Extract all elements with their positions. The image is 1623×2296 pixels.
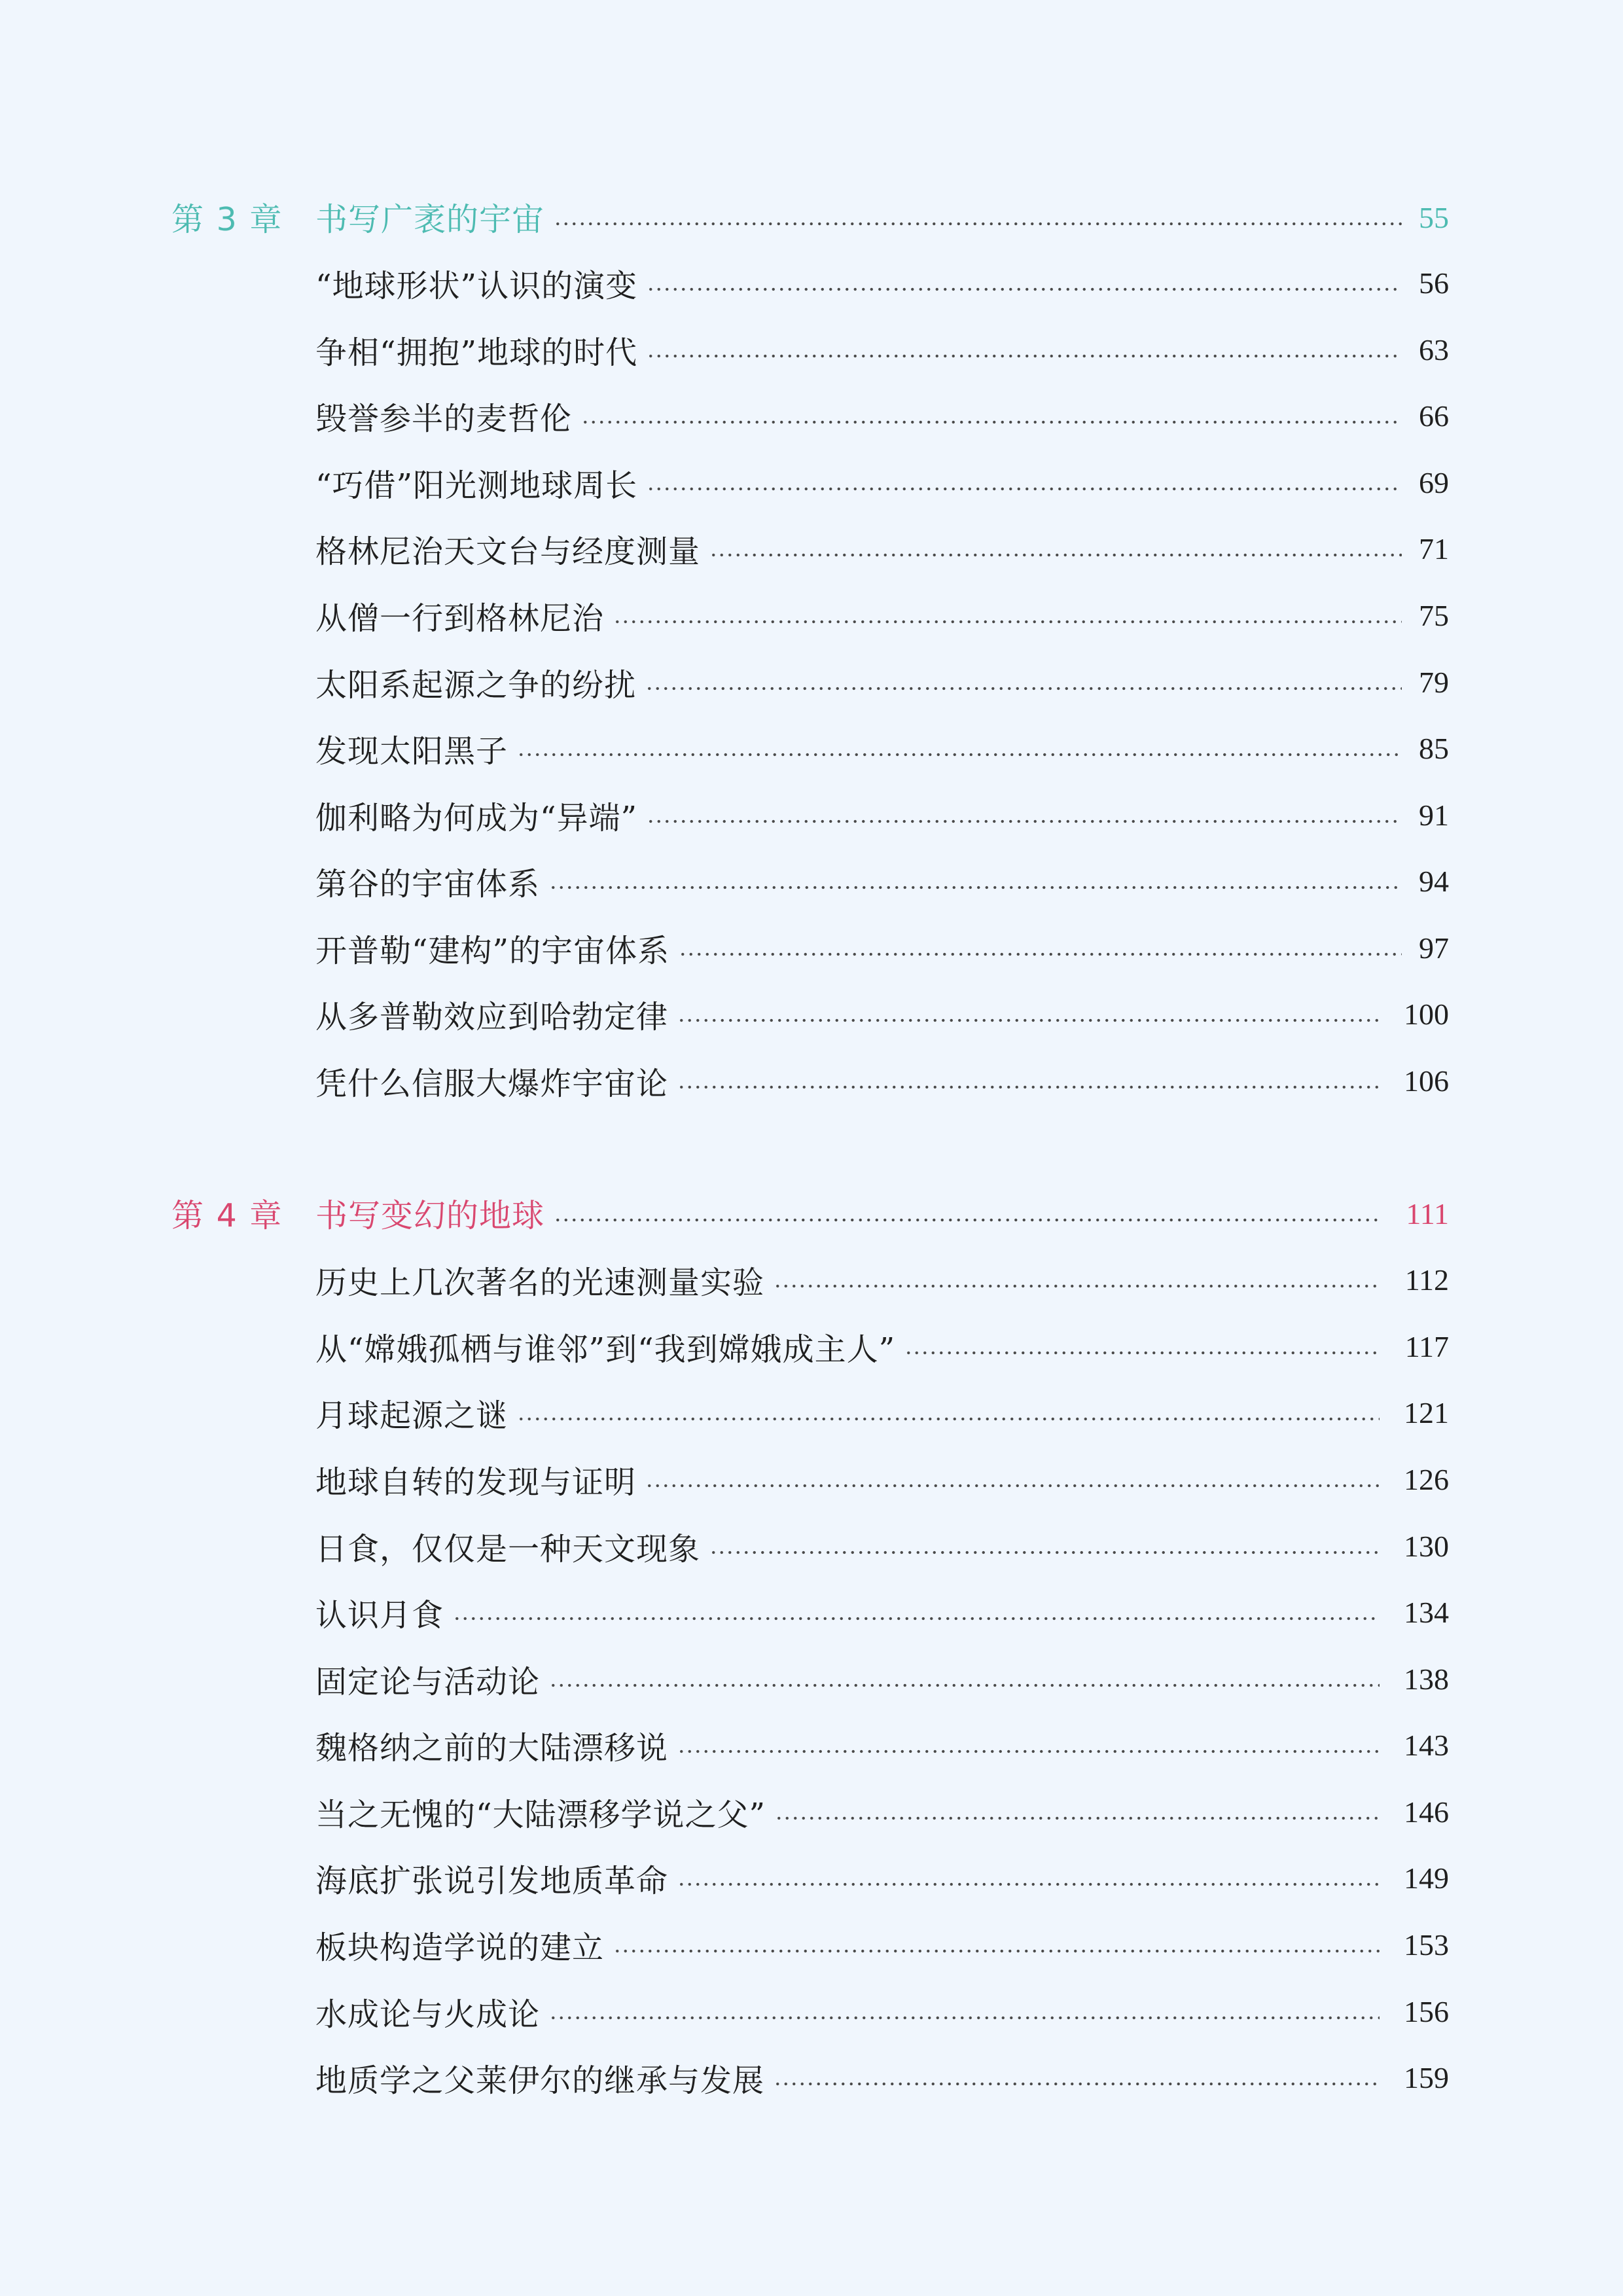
section-title: 板块构造学说的建立 <box>315 1929 605 1966</box>
toc-entry[interactable] <box>0 1320 1623 1372</box>
chapter-4-heading[interactable] <box>0 1187 1623 1240</box>
dot-leader <box>581 420 1402 425</box>
toc-entry[interactable] <box>0 656 1623 708</box>
dot-leader <box>709 552 1402 558</box>
page-number: 100 <box>1404 997 1449 1031</box>
dot-leader <box>517 1416 1380 1422</box>
toc-entry[interactable] <box>0 589 1623 641</box>
section-title: 认识月食 <box>315 1596 444 1634</box>
dot-leader <box>647 819 1402 824</box>
dot-leader <box>774 2081 1380 2087</box>
section-title: 月球起源之谜 <box>315 1397 508 1434</box>
toc-entry[interactable] <box>0 257 1623 309</box>
page-number: 134 <box>1404 1595 1449 1629</box>
toc-entry[interactable] <box>0 389 1623 442</box>
dot-leader <box>645 1483 1380 1488</box>
chapter-title: 书写广袤的宇宙 <box>315 201 545 238</box>
page-number: 63 <box>1419 332 1449 367</box>
page-number: 138 <box>1404 1662 1449 1696</box>
toc-entry[interactable] <box>0 988 1623 1040</box>
chapter-number: 第 3 章 <box>171 201 283 238</box>
dot-leader <box>453 1616 1380 1621</box>
chapter-3-heading[interactable] <box>0 191 1623 243</box>
toc-entry[interactable] <box>0 855 1623 907</box>
page-number: 66 <box>1419 399 1449 433</box>
dot-leader <box>647 486 1402 492</box>
page-number: 149 <box>1404 1861 1449 1895</box>
section-title: 第谷的宇宙体系 <box>315 865 541 903</box>
section-title: 海底扩张说引发地质革命 <box>315 1862 669 1899</box>
toc-entry[interactable] <box>0 1985 1623 2037</box>
section-title: 固定论与活动论 <box>315 1663 541 1700</box>
dot-leader <box>613 1948 1380 1954</box>
section-title: 从僧一行到格林尼治 <box>315 600 605 637</box>
page-number: 121 <box>1404 1395 1449 1429</box>
toc-entry[interactable] <box>0 323 1623 376</box>
dot-leader <box>774 1283 1380 1289</box>
section-title: 发现太阳黑子 <box>315 732 508 770</box>
page-number: 153 <box>1404 1928 1449 1962</box>
section-title: 魏格纳之前的大陆漂移说 <box>315 1729 669 1767</box>
dot-leader <box>709 1550 1380 1555</box>
page-number: 85 <box>1419 731 1449 765</box>
section-title: 地质学之父莱伊尔的继承与发展 <box>315 2062 765 2099</box>
section-title: 地球自转的发现与证明 <box>315 1463 637 1501</box>
page-number: 56 <box>1419 266 1449 300</box>
toc-entry[interactable] <box>0 522 1623 575</box>
section-title: 开普勒“建构”的宇宙体系 <box>315 932 670 969</box>
dot-leader <box>647 287 1402 292</box>
section-title: 当之无愧的“大陆漂移学说之父” <box>315 1796 766 1833</box>
page-number: 94 <box>1419 864 1449 898</box>
dot-leader <box>549 885 1402 890</box>
page-number: 75 <box>1419 598 1449 632</box>
section-title: 太阳系起源之争的纷扰 <box>315 666 637 704</box>
chapter-number: 第 4 章 <box>171 1197 283 1234</box>
page-number: 130 <box>1404 1529 1449 1563</box>
dot-leader <box>647 353 1402 359</box>
dot-leader <box>904 1350 1380 1355</box>
dot-leader <box>677 1882 1380 1887</box>
toc-entry[interactable] <box>0 1520 1623 1572</box>
page-number: 111 <box>1406 1196 1449 1230</box>
page-number: 159 <box>1404 2060 1449 2094</box>
dot-leader <box>554 1217 1380 1223</box>
toc-entry[interactable] <box>0 1719 1623 1771</box>
page-number: 106 <box>1404 1064 1449 1098</box>
dot-leader <box>775 1816 1380 1821</box>
dot-leader <box>677 1018 1380 1023</box>
page-number: 156 <box>1404 1994 1449 2028</box>
toc-entry[interactable] <box>0 1253 1623 1306</box>
section-title: 从多普勒效应到哈勃定律 <box>315 998 669 1035</box>
toc-entry[interactable] <box>0 456 1623 509</box>
toc-entry[interactable] <box>0 1586 1623 1638</box>
dot-leader <box>677 1749 1380 1754</box>
section-title: “巧借”阳光测地球周长 <box>315 467 638 504</box>
section-title: “地球形状”认识的演变 <box>315 267 638 304</box>
page-number: 55 <box>1419 200 1449 234</box>
chapter-title: 书写变幻的地球 <box>315 1197 545 1234</box>
dot-leader <box>679 952 1402 957</box>
page-number: 112 <box>1404 1263 1449 1297</box>
dot-leader <box>554 221 1402 226</box>
toc-entry[interactable] <box>0 2051 1623 2104</box>
toc-entry[interactable] <box>0 1653 1623 1705</box>
toc-entry[interactable] <box>0 789 1623 841</box>
section-title: 毁誉参半的麦哲伦 <box>315 400 573 437</box>
dot-leader <box>549 2015 1380 2020</box>
toc-entry[interactable] <box>0 1852 1623 1904</box>
toc-entry[interactable] <box>0 1054 1623 1107</box>
page-number: 91 <box>1419 798 1449 832</box>
dot-leader <box>517 752 1402 757</box>
toc-entry[interactable] <box>0 722 1623 774</box>
section-title: 历史上几次著名的光速测量实验 <box>315 1264 765 1301</box>
page-number: 143 <box>1404 1728 1449 1762</box>
dot-leader <box>677 1085 1380 1090</box>
section-title: 日食，仅仅是一种天文现象 <box>315 1530 701 1568</box>
toc-entry[interactable] <box>0 1453 1623 1505</box>
section-title: 伽利略为何成为“异端” <box>315 799 638 836</box>
section-title: 从“嫦娥孤栖与谁邻”到“我到嫦娥成主人” <box>315 1331 896 1368</box>
page-number: 69 <box>1419 465 1449 499</box>
toc-entry[interactable] <box>0 1386 1623 1439</box>
page-number: 97 <box>1419 931 1449 965</box>
dot-leader <box>613 619 1402 624</box>
section-title: 格林尼治天文台与经度测量 <box>315 533 701 570</box>
toc-entry[interactable] <box>0 922 1623 974</box>
section-title: 水成论与火成论 <box>315 1996 541 2033</box>
section-title: 凭什么信服大爆炸宇宙论 <box>315 1065 669 1102</box>
page-number: 126 <box>1404 1462 1449 1496</box>
page-number: 146 <box>1404 1795 1449 1829</box>
section-title: 争相“拥抱”地球的时代 <box>315 334 638 371</box>
page-number: 79 <box>1419 665 1449 699</box>
dot-leader <box>645 686 1402 691</box>
toc-entry[interactable] <box>0 1785 1623 1838</box>
dot-leader <box>549 1683 1380 1688</box>
toc-entry[interactable] <box>0 1918 1623 1971</box>
page-number: 117 <box>1404 1329 1449 1363</box>
page-number: 71 <box>1419 531 1449 565</box>
